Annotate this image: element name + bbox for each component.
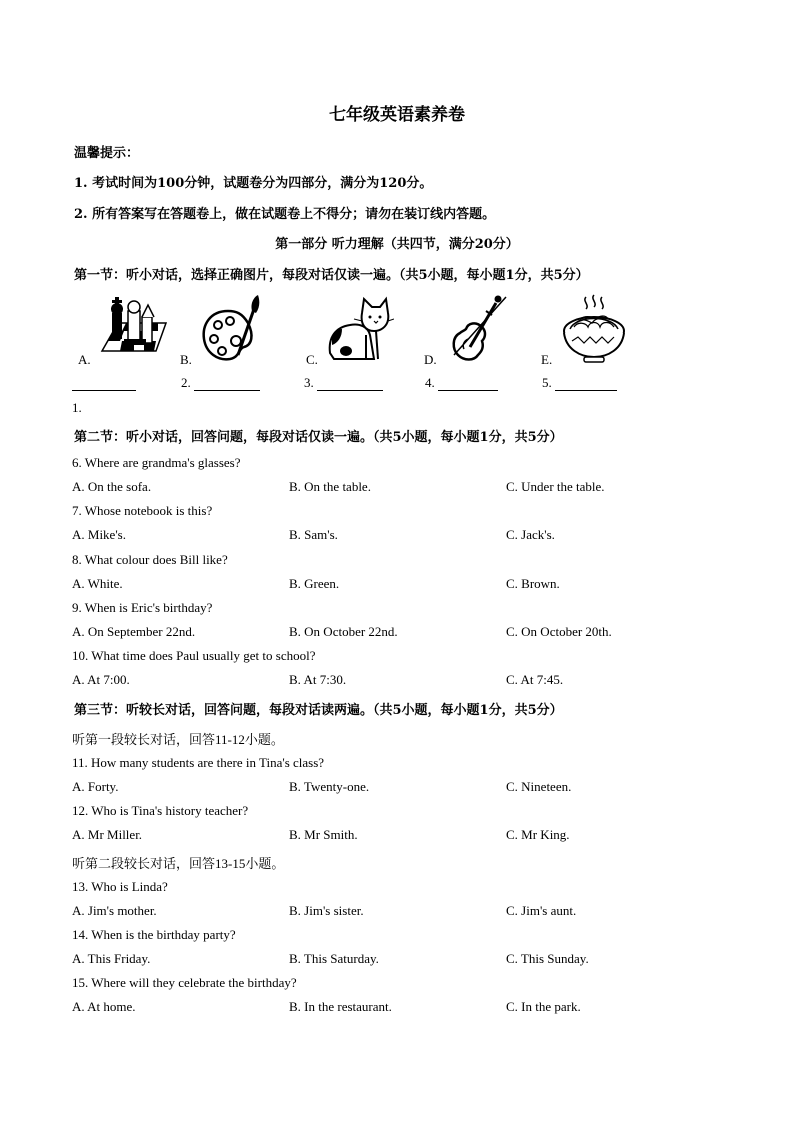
violin-icon <box>446 293 508 365</box>
palette-icon <box>198 293 264 365</box>
option-9c: C. On October 20th. <box>506 624 612 639</box>
option-12c: C. Mr King. <box>506 827 570 842</box>
answer-blank-5[interactable]: 5. <box>542 375 617 391</box>
question-8: 8. What colour does Bill like? <box>72 552 228 567</box>
chess-icon <box>98 293 170 365</box>
option-9a: A. On September 22nd. <box>72 624 196 639</box>
option-11c: C. Nineteen. <box>506 779 572 794</box>
option-13c: C. Jim's aunt. <box>506 903 577 918</box>
section2-heading: 第二节：听小对话，回答问题，每段对话仅读一遍。（共5小题，每小题1分，共5分） <box>74 430 563 445</box>
option-10b: B. At 7:30. <box>289 672 347 687</box>
option-14a: A. This Friday. <box>72 951 151 966</box>
option-7a: A. Mike's. <box>72 527 126 542</box>
page-title: 七年级英语素养卷 <box>329 105 465 125</box>
question-13: 13. Who is Linda? <box>72 879 168 894</box>
tip-item-1: 1. 考试时间为100分钟，试题卷分为四部分，满分为120分。 <box>74 176 433 191</box>
option-9b: B. On October 22nd. <box>289 624 398 639</box>
part1-heading: 第一部分 听力理解（共四节，满分20分） <box>275 237 519 252</box>
picture-letter-a: A. <box>78 352 91 367</box>
question-6: 6. Where are grandma's glasses? <box>72 455 241 470</box>
answer-blank-1[interactable] <box>72 375 136 391</box>
section1-heading: 第一节：听小对话，选择正确图片，每段对话仅读一遍。（共5小题，每小题1分，共5分） <box>74 268 589 283</box>
question-15: 15. Where will they celebrate the birthday? <box>72 975 297 990</box>
question-number-1: 1. <box>72 400 82 415</box>
answer-blank-4[interactable]: 4. <box>425 375 498 391</box>
option-10c: C. At 7:45. <box>506 672 564 687</box>
section3-heading: 第三节：听较长对话，回答问题，每段对话读两遍。（共5小题，每小题1分，共5分） <box>74 703 563 718</box>
option-14c: C. This Sunday. <box>506 951 589 966</box>
picture-letter-d: D. <box>424 352 437 367</box>
option-15a: A. At home. <box>72 999 136 1014</box>
question-10: 10. What time does Paul usually get to school? <box>72 648 316 663</box>
option-11b: B. Twenty-one. <box>289 779 370 794</box>
option-6b: B. On the table. <box>289 479 371 494</box>
option-15c: C. In the park. <box>506 999 581 1014</box>
question-14: 14. When is the birthday party? <box>72 927 236 942</box>
noodles-icon <box>558 293 628 365</box>
cat-icon <box>324 293 394 365</box>
option-13b: B. Jim's sister. <box>289 903 364 918</box>
question-9: 9. When is Eric's birthday? <box>72 600 213 615</box>
option-15b: B. In the restaurant. <box>289 999 392 1014</box>
option-6a: A. On the sofa. <box>72 479 152 494</box>
option-6c: C. Under the table. <box>506 479 605 494</box>
tip-item-2: 2. 所有答案写在答题卷上，做在试题卷上不得分；请勿在装订线内答题。 <box>74 207 496 222</box>
answer-blank-3[interactable]: 3. <box>304 375 383 391</box>
option-8a: A. White. <box>72 576 123 591</box>
question-12: 12. Who is Tina's history teacher? <box>72 803 249 818</box>
question-7: 7. Whose notebook is this? <box>72 503 213 518</box>
picture-letter-c: C. <box>306 352 318 367</box>
dialogue-intro-1: 听第一段较长对话，回答11-12小题。 <box>72 732 284 747</box>
option-7c: C. Jack's. <box>506 527 555 542</box>
question-11: 11. How many students are there in Tina's class? <box>72 755 325 770</box>
option-8b: B. Green. <box>289 576 340 591</box>
option-7b: B. Sam's. <box>289 527 338 542</box>
option-14b: B. This Saturday. <box>289 951 379 966</box>
option-13a: A. Jim's mother. <box>72 903 157 918</box>
tips-heading: 温馨提示： <box>74 146 140 161</box>
picture-letter-b: B. <box>180 352 192 367</box>
answer-blank-2[interactable]: 2. <box>181 375 260 391</box>
picture-letter-e: E. <box>541 352 553 367</box>
option-8c: C. Brown. <box>506 576 560 591</box>
dialogue-intro-2: 听第二段较长对话，回答13-15小题。 <box>72 856 285 871</box>
option-11a: A. Forty. <box>72 779 119 794</box>
option-12b: B. Mr Smith. <box>289 827 358 842</box>
option-12a: A. Mr Miller. <box>72 827 143 842</box>
option-10a: A. At 7:00. <box>72 672 130 687</box>
